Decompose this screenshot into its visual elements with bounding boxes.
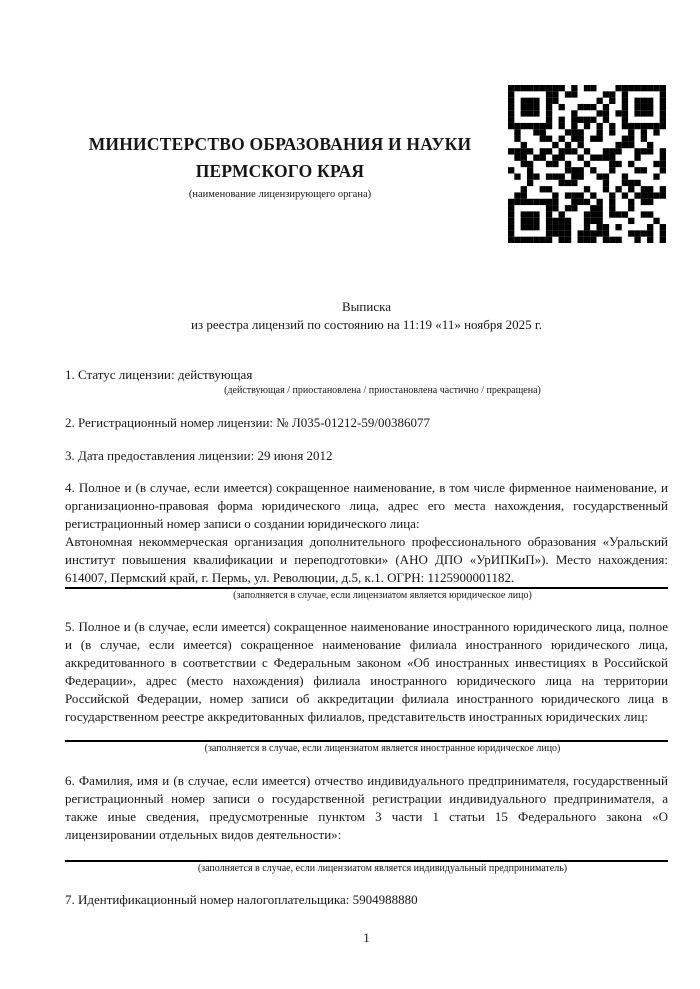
- legal-entity-value: Автономная некоммерческая организация дополнительного профессионального образования «Уральский институт повышения квалификации и переподготовки» (АНО ДПО «УрИПКиП»). Место нахождения: 614007, Пермский край, г. Пермь, ул. Революции, д.5, к.1. ОГРН: 1125900001182.: [65, 534, 668, 585]
- document-title-line2: из реестра лицензий по состоянию на 11:19 «11» ноября 2025 г.: [191, 317, 542, 332]
- page-number: 1: [363, 930, 370, 945]
- entrepreneur-label: 6. Фамилия, имя и (в случае, если имеется) отчество индивидуального предпринимателя, государственный регистрационный номер записи о государственной регистрации индивидуального предпринимателя, а также иные сведения, предусмотренные пунктом 3 части 1 статьи 15 Федерального закона «О лицензировании отдельных видов деятельности»:: [65, 773, 668, 842]
- license-status-note: (действующая / приостановлена / приостановлена частично / прекращена): [224, 385, 541, 396]
- foreign-entity-fill-note: (заполняется в случае, если лицензиатом является иностранное юридическое лицо): [204, 743, 561, 754]
- document-title-line1: Выписка: [342, 299, 391, 314]
- document-title: [65, 298, 668, 334]
- document-body: [65, 298, 668, 909]
- ministry-caption: (наименование лицензирующего органа): [188, 189, 372, 200]
- grant-date-line: 3. Дата предоставления лицензии: 29 июня 2012: [65, 448, 333, 463]
- entrepreneur-fill-note: (заполняется в случае, если лицензиатом является индивидуальный предприниматель): [197, 863, 568, 874]
- legal-entity-fill-note: (заполняется в случае, если лицензиатом является юридическое лицо): [233, 590, 532, 601]
- ministry-name-line2: ПЕРМСКОГО КРАЯ: [195, 161, 365, 181]
- qr-code-icon: [508, 85, 666, 243]
- licensing-authority-header: [65, 131, 495, 201]
- registration-number-line: 2. Регистрационный номер лицензии: № Л035-01212-59/00386077: [65, 415, 431, 430]
- ministry-name-line1: МИНИСТЕРСТВО ОБРАЗОВАНИЯ И НАУКИ: [88, 134, 472, 154]
- foreign-entity-label: 5. Полное и (в случае, если имеется) сокращенное наименование иностранного юридического лица, полное и (в случае, если имеется) сокращенное наименование филиала иностранного юридического лица, аккредитованного в соответствии с Федеральным законом «Об иностранных инвестициях в Российской Федерации», адрес (место нахождения) филиала иностранного юридического лица на территории Российской Федерации, номер записи об аккредитации филиала иностранного юридического лица в государственном реестре аккредитованных филиалов, представительств иностранных юридических лиц:: [65, 619, 668, 724]
- qr-code-pattern: [508, 85, 666, 243]
- taxpayer-number-line: 7. Идентификационный номер налогоплательщика: 5904988880: [65, 892, 418, 907]
- license-status-line: 1. Статус лицензии: действующая: [65, 367, 253, 382]
- legal-entity-label: 4. Полное и (в случае, если имеется) сокращенное наименование, в том числе фирменное наименование, и организационно-правовая форма юридического лица, адрес его места нахождения, государственный регистрационный номер записи о создании юридического лица:: [65, 480, 668, 531]
